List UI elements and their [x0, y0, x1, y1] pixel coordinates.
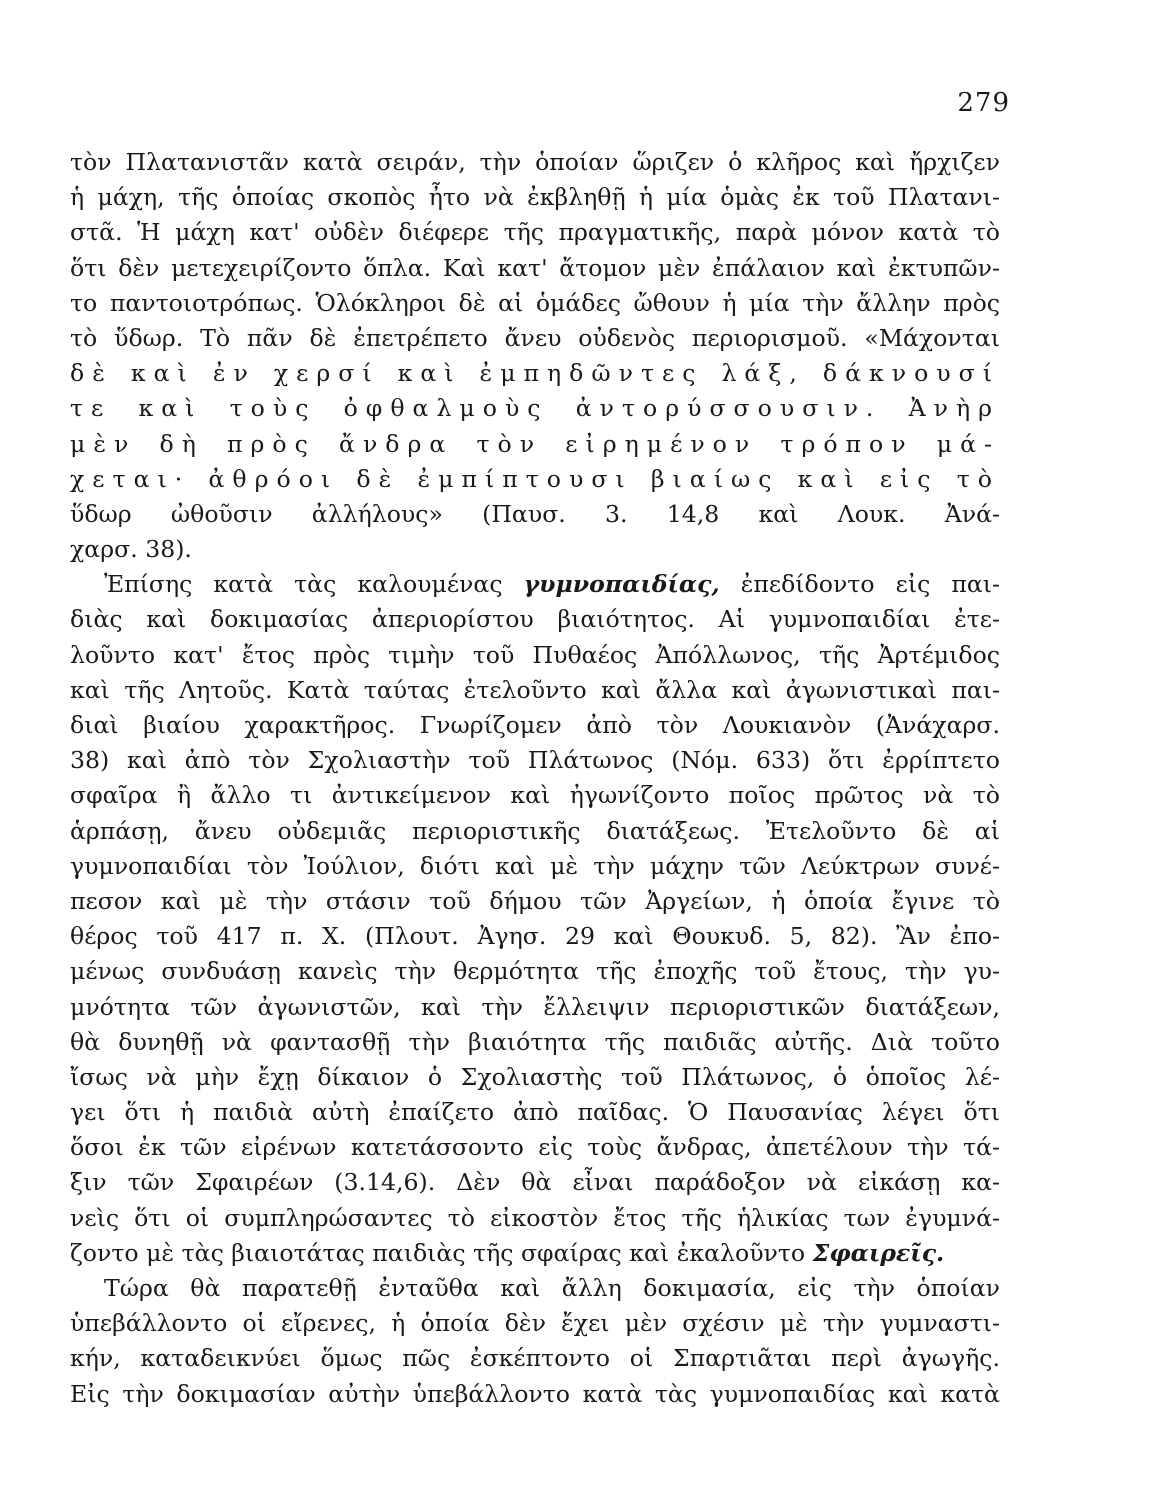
text-line: χεται· ἀθρόοι δὲ ἐμπίπτουσι βιαίως καὶ εἰς τὸ [70, 464, 1000, 493]
emphasized-term: γυμνοπαιδίας, [523, 570, 720, 599]
text-line: Εἰς τὴν δοκιμασίαν αὐτὴν ὑπεβάλλοντο κατὰ τὰς γυμνοπαιδίας καὶ κατὰ [70, 1379, 1000, 1408]
text-line: μὲν δὴ πρὸς ἄνδρα τὸν εἰρημένον τρόπον μά- [70, 429, 1000, 458]
text-line: κήν, καταδεικνύει ὅμως πῶς ἐσκέπτοντο οἱ Σπαρτιᾶται περὶ ἀγωγῆς. [70, 1344, 1000, 1373]
text-line: τε καὶ τοὺς ὀφθαλμοὺς ἀντορύσσουσιν. Ἀνὴρ [70, 394, 1000, 423]
text-line: γυμνοπαιδίαι τὸν Ἰούλιον, διότι καὶ μὲ τὴν μάχην τῶν Λεύκτρων συνέ- [70, 851, 1000, 880]
text-line: 38) καὶ ἀπὸ τὸν Σχολιαστὴν τοῦ Πλάτωνος (Νόμ. 633) ὅτι ἐρρίπτετο [70, 746, 1000, 775]
emphasized-term: Σφαιρεῖς. [812, 1238, 945, 1267]
text-line: θὰ δυνηθῇ νὰ φαντασθῇ τὴν βιαιότητα τῆς παιδιᾶς αὐτῆς. Διὰ τοῦτο [70, 1027, 1000, 1056]
text-line: ὅσοι ἐκ τῶν εἰρένων κατετάσσοντο εἰς τοὺς ἄνδρας, ἀπετέλουν τὴν τά- [70, 1133, 1000, 1162]
text-line: καὶ τῆς Λητοῦς. Κατὰ ταύτας ἐτελοῦντο καὶ ἄλλα καὶ ἀγωνιστικαὶ παι- [70, 675, 1000, 704]
text-line: το παντοιοτρόπως. Ὁλόκληροι δὲ αἱ ὁμάδες ὤθουν ἡ μία τὴν ἄλλην πρὸς [70, 288, 1000, 317]
text-line: πεσον καὶ μὲ τὴν στάσιν τοῦ δήμου τῶν Ἀργείων, ἡ ὁποία ἔγινε τὸ [70, 886, 1000, 915]
text-line: νεὶς ὅτι οἱ συμπληρώσαντες τὸ εἰκοστὸν ἔτος τῆς ἡλικίας των ἐγυμνά- [70, 1203, 1000, 1232]
text-line: ἁρπάσῃ, ἄνευ οὐδεμιᾶς περιοριστικῆς διατάξεως. Ἐτελοῦντο δὲ αἱ [70, 816, 1000, 845]
text-line: ξιν τῶν Σφαιρέων (3.14,6). Δὲν θὰ εἶναι παράδοξον νὰ εἰκάσῃ κα- [70, 1168, 1000, 1197]
text-line: Τώρα θὰ παρατεθῇ ἐνταῦθα καὶ ἄλλη δοκιμασία, εἰς τὴν ὁποίαν [104, 1274, 1000, 1302]
text-line: σφαῖρα ἢ ἄλλο τι ἀντικείμενον καὶ ἠγωνίζοντο ποῖος πρῶτος νὰ τὸ [70, 781, 1000, 810]
text-line: χαρσ. 38). [70, 535, 192, 564]
text-line: μνότητα τῶν ἀγωνιστῶν, καὶ τὴν ἔλλειψιν περιοριστικῶν διατάξεων, [70, 992, 1000, 1021]
page-number: 279 [957, 88, 1010, 118]
text-line: ἡ μάχη, τῆς ὁποίας σκοπὸς ἦτο νὰ ἐκβληθῇ ἡ μία ὁμὰς ἐκ τοῦ Πλατανι- [70, 183, 1000, 212]
text-line: ὅτι δὲν μετεχειρίζοντο ὅπλα. Καὶ κατ' ἄτομον μὲν ἐπάλαιον καὶ ἐκτυπῶν- [70, 253, 1000, 282]
body-text [70, 145, 1000, 1412]
text-line: δὲ καὶ ἐν χερσί καὶ ἐμπηδῶντες λάξ, δάκνουσί [70, 359, 1000, 388]
text-line: ὑπεβάλλοντο οἱ εἴρενες, ἡ ὁποία δὲν ἔχει μὲν σχέσιν μὲ τὴν γυμναστι- [70, 1309, 1000, 1338]
text-line: διὰς καὶ δοκιμασίας ἀπεριορίστου βιαιότητος. Αἱ γυμνοπαιδίαι ἐτε- [70, 605, 1000, 634]
text-line: διαὶ βιαίου χαρακτῆρος. Γνωρίζομεν ἀπὸ τὸν Λουκιανὸν (Ἀνάχαρσ. [70, 711, 1000, 739]
text-line: λοῦντο κατ' ἔτος πρὸς τιμὴν τοῦ Πυθαέος Ἀπόλλωνος, τῆς Ἀρτέμιδος [70, 640, 1000, 669]
text-line: μένως συνδυάσῃ κανεὶς τὴν θερμότητα τῆς ἐποχῆς τοῦ ἔτους, τὴν γυ- [70, 957, 1000, 986]
text-line: Ἐπίσης κατὰ τὰς καλουμένας γυμνοπαιδίας, ἐπεδίδοντο εἰς παι- [104, 570, 1000, 599]
text-line: ζοντο μὲ τὰς βιαιοτάτας παιδιὰς τῆς σφαίρας καὶ ἐκαλοῦντο Σφαιρεῖς. [70, 1238, 945, 1267]
text-line: τὸ ὕδωρ. Τὸ πᾶν δὲ ἐπετρέπετο ἄνευ οὐδενὸς περιορισμοῦ. «Μάχονται [70, 323, 1000, 352]
text-line: θέρος τοῦ 417 π. Χ. (Πλουτ. Ἀγησ. 29 καὶ Θουκυδ. 5, 82). Ἂν ἐπο- [70, 922, 1000, 951]
text-line: γει ὅτι ἡ παιδιὰ αὐτὴ ἐπαίζετο ἀπὸ παῖδας. Ὁ Παυσανίας λέγει ὅτι [70, 1098, 1000, 1127]
text-line: στᾶ. Ἡ μάχη κατ' οὐδὲν διέφερε τῆς πραγματικῆς, παρὰ μόνον κατὰ τὸ [70, 218, 1000, 247]
text-line: ὕδωρ ὠθοῦσιν ἀλλήλους» (Παυσ. 3. 14,8 καὶ Λουκ. Ἀνά- [70, 499, 1000, 528]
text-line: ἴσως νὰ μὴν ἔχῃ δίκαιον ὁ Σχολιαστὴς τοῦ Πλάτωνος, ὁ ὁποῖος λέ- [70, 1062, 1000, 1091]
text-line: τὸν Πλατανιστᾶν κατὰ σειράν, τὴν ὁποίαν ὥριζεν ὁ κλῆρος καὶ ἤρχιζεν [70, 148, 1000, 176]
